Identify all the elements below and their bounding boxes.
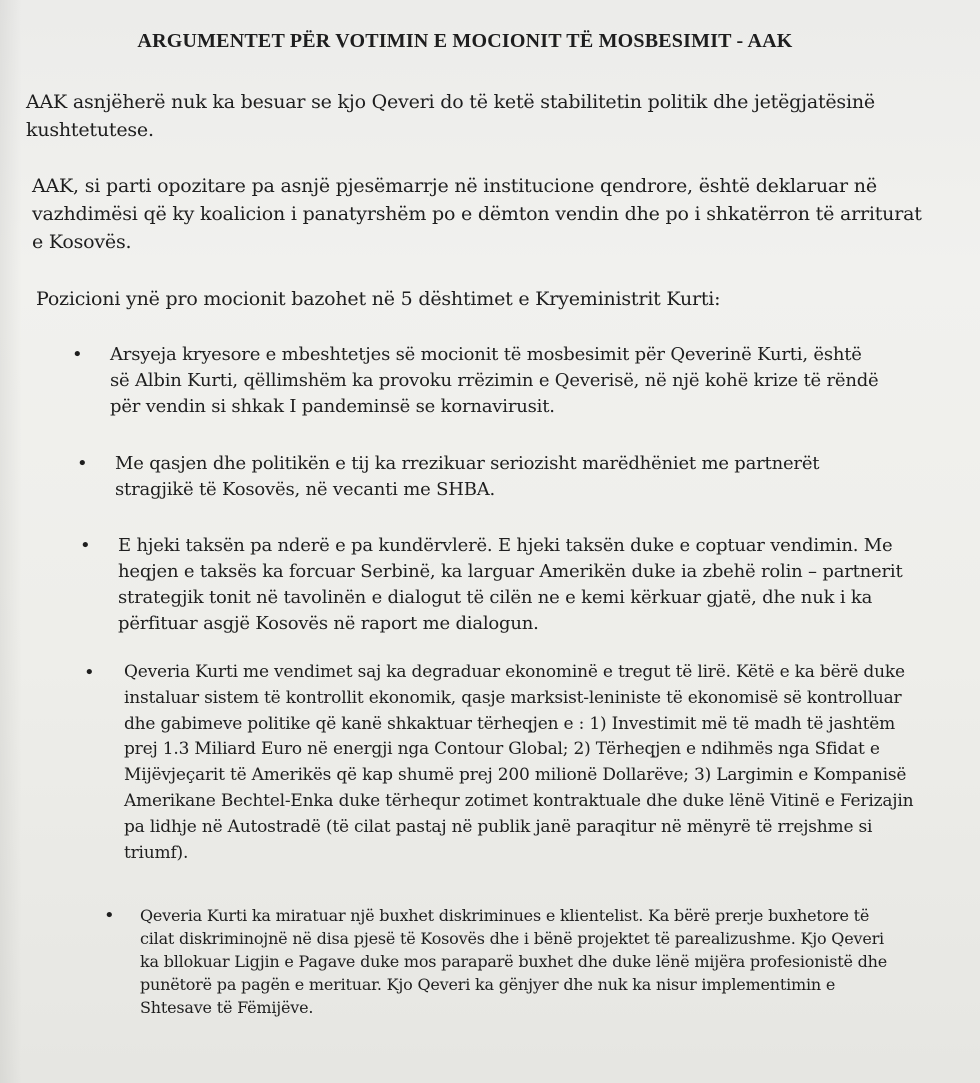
paragraph-stability: AAK asnjëherë nuk ka besuar se kjo Qeveri do të ketë stabilitetin politik dhe jetëgjatësinë kushtetutese. — [26, 91, 875, 141]
list-item — [84, 660, 914, 866]
list-item — [104, 904, 900, 1019]
list-item-text: Qeveria Kurti me vendimet saj ka degraduar ekonominë e tregut të lirë. Këtë e ka bërë duke instaluar sistem të kontrollit ekonomik, qasje marksist-leniniste të ekonomisë së kontrolluar dhe gabimeve politike që kanë shkaktuar tërheqjen e : 1) Investimit më të madh të jashtëm prej 1.3 Miliard Euro në energji nga Contour Global; 2) Tërheqjen e ndihmës nga Sfidat e Mijëvjeçarit të Amerikës që kap shumë prej 200 milionë Dollarëve; 3) Largimin e Kompanisë Amerikane Bechtel-Enka duke tërhequr zotimet kontraktuale dhe duke lënë Vitinë e Ferizajin pa lidhje në Autostradë (të cilat pastaj në publik janë paraqitur në mënyrë të rrejshme si triumf). — [124, 662, 914, 863]
bullet-point: • — [84, 662, 95, 683]
bullet-point: • — [72, 344, 83, 365]
list-item — [77, 451, 895, 503]
page-shadow — [0, 0, 22, 1083]
list-item — [80, 533, 913, 637]
paragraph-position: Pozicioni ynë pro mocionit bazohet në 5 dështimet e Kryeministrit Kurti: — [36, 288, 721, 310]
document-title: ARGUMENTET PËR VOTIMIN E MOCIONIT TË MOSBESIMIT - AAK — [137, 30, 793, 52]
bullet-point: • — [80, 535, 91, 556]
list-item-text: Me qasjen dhe politikën e tij ka rrezikuar seriozisht marëdhëniet me partnerët stragjikë të Kosovës, në vecanti me SHBA. — [115, 453, 820, 500]
list-item-text: Arsyeja kryesore e mbeshtetjes së mocionit të mosbesimit për Qeverinë Kurti, është së Albin Kurti, qëllimshëm ka provoku rrëzimin e Qeverisë, në një kohë krize të rëndë për vendin si shkak I pandeminsë se kornavirusit. — [110, 344, 879, 417]
bullet-point: • — [104, 905, 115, 926]
list-item-text: E hjeki taksën pa nderë e pa kundërvlerë. E hjeki taksën duke e coptuar vendimin. Me heqjen e taksës ka forcuar Serbinë, ka larguar Amerikën duke ia zbehë rolin – partnerit strategjik tonit në tavolinën e dialogut të cilën ne e kemi kërkuar gjatë, dhe nuk i ka përfituar asgjë Kosovës në raport me dialogun. — [118, 535, 903, 634]
paragraph-opposition: AAK, si parti opozitare pa asnjë pjesëmarrje në institucione qendrore, është deklaruar në vazhdimësi që ky koalicion i panatyrshëm po e dëmton vendin dhe po i shkatërron të arriturat e Kosovës. — [32, 175, 922, 253]
bullet-point: • — [77, 453, 88, 474]
list-item — [72, 342, 880, 420]
list-item-text: Qeveria Kurti ka miratuar një buxhet diskriminues e klientelist. Ka bërë prerje buxhetore të cilat diskriminojnë në disa pjesë të Kosovës dhe i bënë projektet të parealizushme. Kjo Qeveri ka bllokuar Ligjin e Pagave duke mos paraparë buxhet dhe duke lënë mijëra profesionistë dhe punëtorë pa pagën e merituar. Kjo Qeveri ka gënjyer dhe nuk ka nisur implementimin e Shtesave të Fëmijëve. — [140, 906, 888, 1017]
